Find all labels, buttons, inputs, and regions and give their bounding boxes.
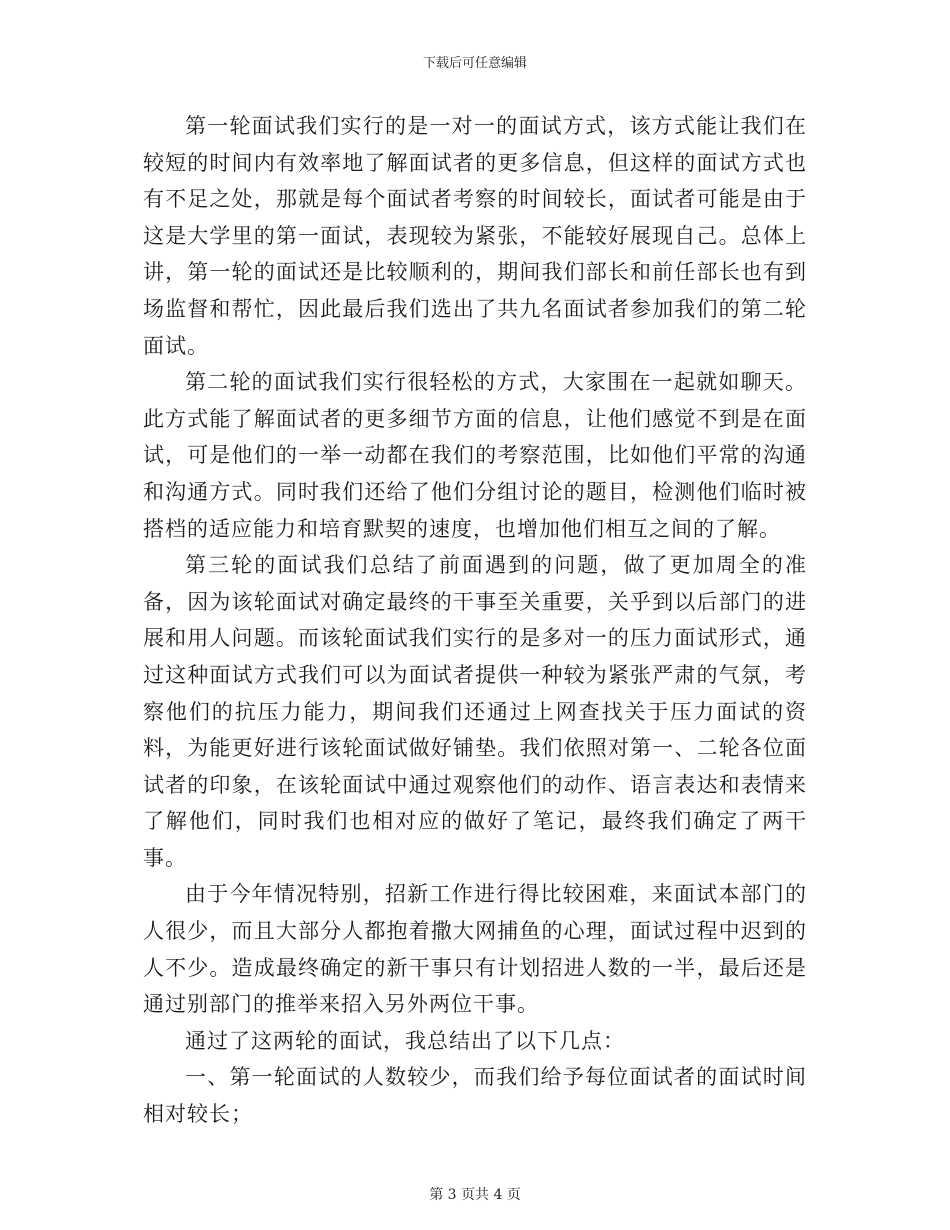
page-header: 下载后可任意编辑 [422,56,527,71]
paragraph-round-two: 第二轮的面试我们实行很轻松的方式，大家围在一起就如聊天。此方式能了解面试者的更多细节方面的信息，让他们感觉不到是在面试，可是他们的一举一动都在我们的考察范围，比如他们平常的沟通和沟通方式。同时我们还给了他们分组讨论的题目，检测他们临时被搭档的适应能力和培育默契的速度，也增加他们相互之间的了解。 [143,370,807,541]
paragraph-summary-intro: 通过了这两轮的面试，我总结出了以下几点： [185,1028,625,1053]
paragraph-round-three: 第三轮的面试我们总结了前面遇到的问题，做了更加周全的准备，因为该轮面试对确定最终的干事至关重要，关乎到以后部门的进展和用人问题。而该轮面试我们实行的是多对一的压力面试形式，通过这种面试方式我们可以为面试者提供一种较为紧张严肃的气氛，考察他们的抗压力能力，期间我们还通过上网查找关于压力面试的资料，为能更好进行该轮面试做好铺垫。我们依照对第一、二轮各位面试者的印象，在该轮面试中通过观察他们的动作、语言表达和表情来了解他们，同时我们也相对应的做好了笔记，最终我们确定了两干事。 [143,553,807,870]
page-number: 第 3 页共 4 页 [429,1187,521,1203]
paragraph-point-one: 一、第一轮面试的人数较少，而我们给予每位面试者的面试时间相对较长； [143,1065,807,1127]
paragraph-recruitment-situation: 由于今年情况特别，招新工作进行得比较困难，来面试本部门的人很少，而且大部分人都抱着撒大网捕鱼的心理，面试过程中迟到的人不少。造成最终确定的新干事只有计划招进人数的一半，最后还是通过别部门的推举来招入另外两位干事。 [143,882,807,1017]
paragraph-round-one: 第一轮面试我们实行的是一对一的面试方式，该方式能让我们在较短的时间内有效率地了解面试者的更多信息，但这样的面试方式也有不足之处，那就是每个面试者考察的时间较长，面试者可能是由于这是大学里的第一面试，表现较为紧张，不能较好展现自己。总体上讲，第一轮的面试还是比较顺利的，期间我们部长和前任部长也有到场监督和帮忙，因此最后我们选出了共九名面试者参加我们的第二轮面试。 [143,114,807,358]
document-body [143,108,807,1133]
